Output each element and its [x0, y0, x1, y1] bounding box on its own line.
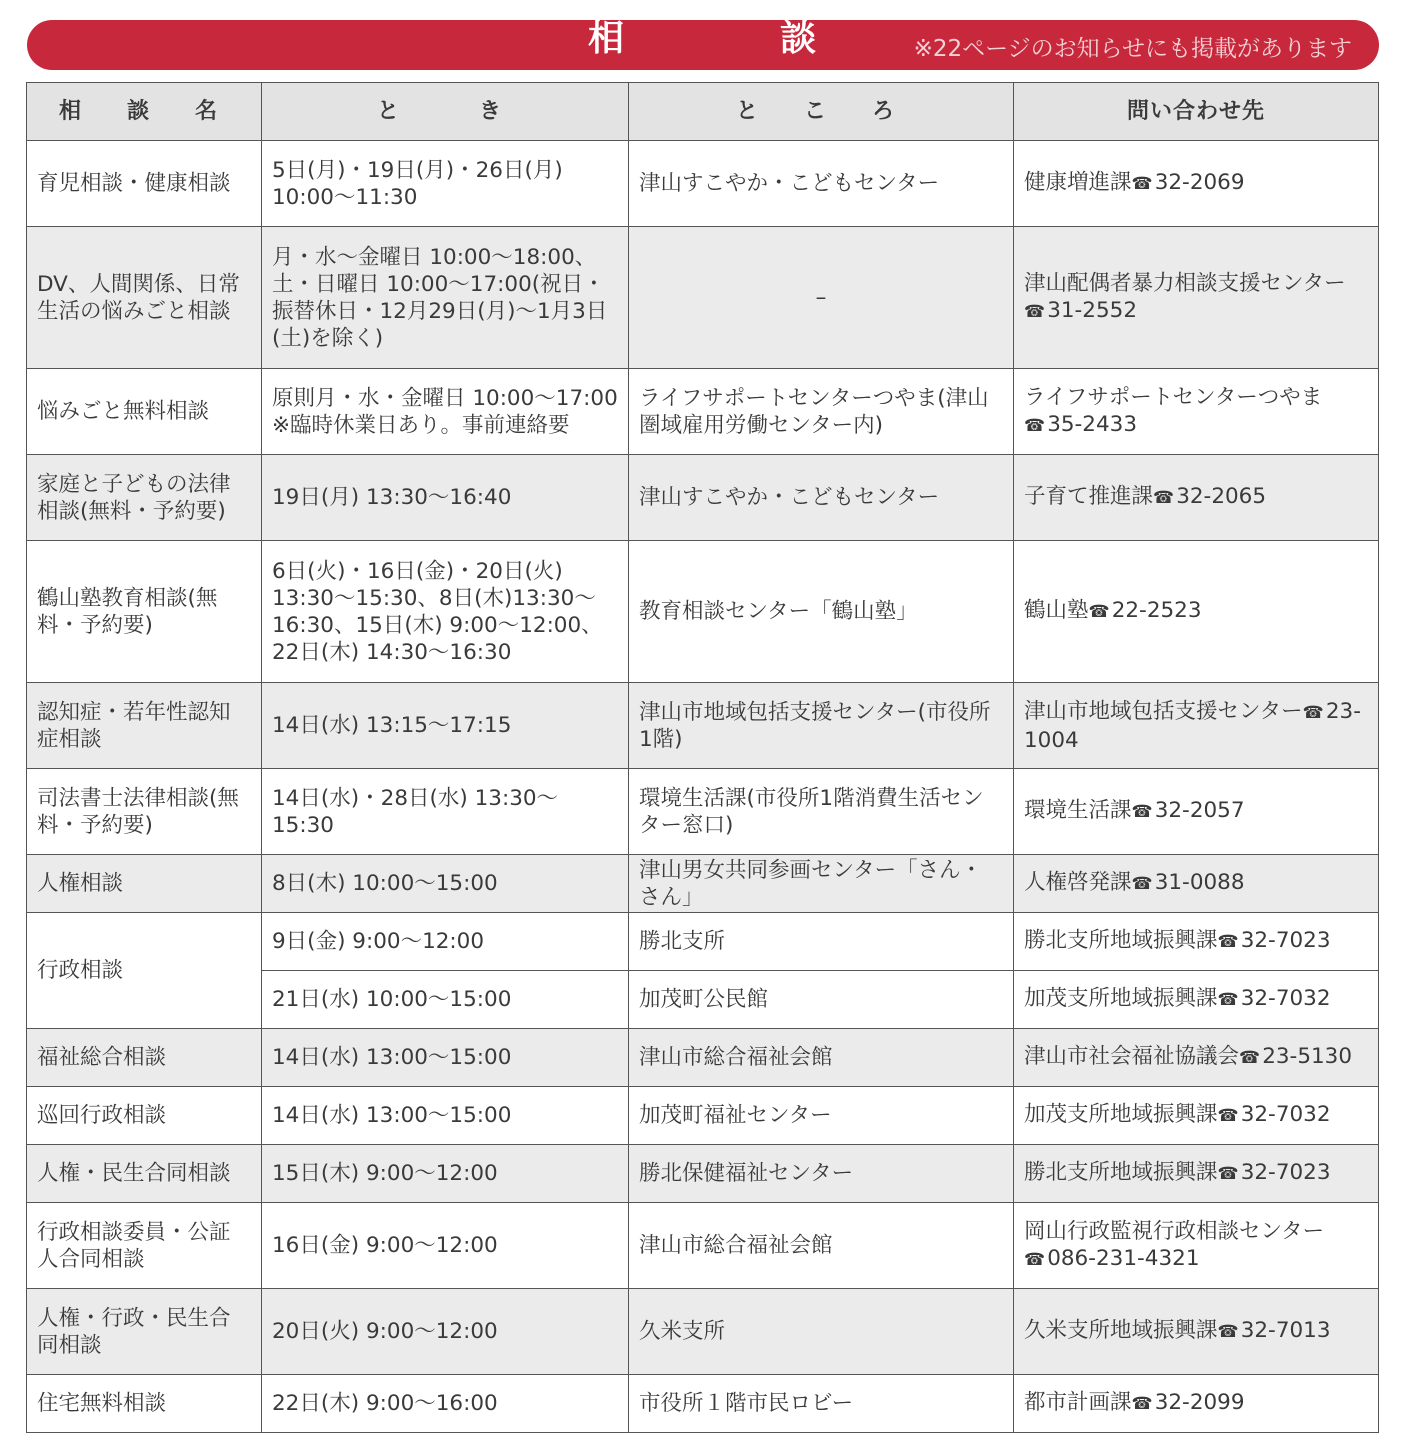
cell-contact — [1014, 1087, 1379, 1145]
phone-number: 31-0088 — [1154, 870, 1245, 895]
cell-time: 月・水〜金曜日 10:00〜18:00、土・日曜日 10:00〜17:00(祝日・振替休日・12月29日(月)〜1月3日(土)を除く) — [262, 227, 629, 369]
contact-name: 人権啓発課 — [1024, 870, 1132, 895]
cell-time: 19日(月) 13:30〜16:40 — [262, 455, 629, 541]
header-note: ※22ページのお知らせにも掲載があります — [913, 36, 1352, 62]
cell-place: 環境生活課(市役所1階消費生活センター窓口) — [629, 769, 1014, 855]
cell-time: 14日(水) 13:15〜17:15 — [262, 683, 629, 769]
contact-name: 鶴山塾 — [1024, 598, 1089, 623]
col-header-place: と こ ろ — [629, 83, 1014, 141]
phone-icon: ☎ — [1024, 1249, 1046, 1270]
cell-time: 5日(月)・19日(月)・26日(月) 10:00〜11:30 — [262, 141, 629, 227]
cell-contact — [1014, 1289, 1379, 1375]
phone-number: 32-7032 — [1240, 1102, 1331, 1127]
phone-number: 31-2552 — [1047, 297, 1138, 323]
cell-name: 福祉総合相談 — [27, 1029, 262, 1087]
phone-number: 32-2069 — [1154, 170, 1245, 195]
phone-icon: ☎ — [1024, 415, 1046, 436]
phone-number: 35-2433 — [1047, 411, 1138, 437]
cell-contact — [1014, 1203, 1379, 1289]
cell-name: 人権相談 — [27, 855, 262, 913]
cell-name: DV、人間関係、日常生活の悩みごと相談 — [27, 227, 262, 369]
contact-name: 健康増進課 — [1024, 170, 1132, 195]
phone-icon: ☎ — [1131, 874, 1153, 894]
cell-name: 鶴山塾教育相談(無料・予約要) — [27, 541, 262, 683]
cell-time: 6日(火)・16日(金)・20日(火) 13:30〜15:30、8日(木)13:30〜16:30、15日(木) 9:00〜12:00、22日(木) 14:30〜16:30 — [262, 541, 629, 683]
table-row — [27, 1087, 1379, 1145]
table-row — [27, 1145, 1379, 1203]
cell-time: 14日(水) 13:00〜15:00 — [262, 1029, 629, 1087]
phone-icon: ☎ — [1131, 174, 1153, 194]
contact-name: ライフサポートセンターつやま — [1024, 384, 1323, 410]
cell-name: 行政相談委員・公証人合同相談 — [27, 1203, 262, 1289]
cell-time: 20日(火) 9:00〜12:00 — [262, 1289, 629, 1375]
cell-contact — [1014, 683, 1379, 769]
contact-name: 岡山行政監視行政相談センター — [1024, 1218, 1325, 1244]
phone-number: 32-2057 — [1154, 798, 1245, 823]
phone-number: 32-7013 — [1240, 1318, 1331, 1343]
cell-time: 14日(水)・28日(水) 13:30〜15:30 — [262, 769, 629, 855]
cell-place: 勝北保健福祉センター — [629, 1145, 1014, 1203]
cell-contact — [1014, 369, 1379, 455]
phone-icon: ☎ — [1217, 1106, 1239, 1126]
cell-place: 市役所１階市民ロビー — [629, 1375, 1014, 1433]
col-header-name: 相 談 名 — [27, 83, 262, 141]
cell-time: 8日(木) 10:00〜15:00 — [262, 855, 629, 913]
cell-name: 人権・民生合同相談 — [27, 1145, 262, 1203]
cell-place: 久米支所 — [629, 1289, 1014, 1375]
cell-place: 津山男女共同参画センター「さん・さん」 — [629, 855, 1014, 913]
cell-contact — [1014, 855, 1379, 913]
contact-name: 加茂支所地域振興課 — [1024, 1102, 1218, 1127]
cell-contact — [1014, 1029, 1379, 1087]
table-row — [27, 1029, 1379, 1087]
cell-time: 原則月・水・金曜日 10:00〜17:00 ※臨時休業日あり。事前連絡要 — [262, 369, 629, 455]
cell-contact — [1014, 769, 1379, 855]
cell-contact — [1014, 541, 1379, 683]
consultation-table — [26, 82, 1379, 1433]
phone-number: 32-2065 — [1176, 484, 1267, 509]
table-row — [27, 913, 1379, 971]
cell-place: 津山すこやか・こどもセンター — [629, 141, 1014, 227]
cell-contact — [1014, 455, 1379, 541]
phone-number: 22-2523 — [1111, 598, 1202, 623]
cell-name: 悩みごと無料相談 — [27, 369, 262, 455]
table-row — [27, 227, 1379, 369]
cell-name: 認知症・若年性認知症相談 — [27, 683, 262, 769]
cell-time: 9日(金) 9:00〜12:00 — [262, 913, 629, 971]
cell-contact — [1014, 1375, 1379, 1433]
cell-place: 津山市総合福祉会館 — [629, 1203, 1014, 1289]
cell-time: 21日(水) 10:00〜15:00 — [262, 971, 629, 1029]
cell-place: ライフサポートセンターつやま(津山圏域雇用労働センター内) — [629, 369, 1014, 455]
phone-number: 32-7032 — [1240, 986, 1331, 1011]
cell-name: 人権・行政・民生合同相談 — [27, 1289, 262, 1375]
cell-time: 22日(木) 9:00〜16:00 — [262, 1375, 629, 1433]
contact-name: 勝北支所地域振興課 — [1024, 1160, 1218, 1185]
table-row — [27, 369, 1379, 455]
phone-icon: ☎ — [1131, 802, 1153, 822]
phone-icon: ☎ — [1153, 488, 1175, 508]
contact-name: 加茂支所地域振興課 — [1024, 986, 1218, 1011]
cell-place: – — [629, 227, 1014, 369]
contact-name: 津山市地域包括支援センター — [1024, 698, 1303, 724]
cell-name: 育児相談・健康相談 — [27, 141, 262, 227]
table-row — [27, 541, 1379, 683]
cell-name: 司法書士法律相談(無料・予約要) — [27, 769, 262, 855]
cell-name: 行政相談 — [27, 913, 262, 1029]
page-title: 相 談 — [587, 18, 876, 59]
phone-number: 086-231-4321 — [1047, 1245, 1200, 1271]
contact-name: 環境生活課 — [1024, 798, 1132, 823]
table-row — [27, 141, 1379, 227]
phone-icon: ☎ — [1217, 1322, 1239, 1342]
phone-icon: ☎ — [1088, 602, 1110, 622]
phone-icon: ☎ — [1024, 301, 1046, 322]
phone-number: 23-1004 — [1024, 698, 1361, 753]
contact-name: 津山市社会福祉協議会 — [1024, 1044, 1240, 1069]
contact-name: 久米支所地域振興課 — [1024, 1318, 1218, 1343]
table-header-row — [27, 83, 1379, 141]
phone-icon: ☎ — [1131, 1394, 1153, 1414]
cell-name: 巡回行政相談 — [27, 1087, 262, 1145]
col-header-contact: 問い合わせ先 — [1014, 83, 1379, 141]
table-row — [27, 855, 1379, 913]
contact-name: 都市計画課 — [1024, 1390, 1132, 1415]
col-header-time: と き — [262, 83, 629, 141]
table-row — [27, 683, 1379, 769]
cell-place: 津山市総合福祉会館 — [629, 1029, 1014, 1087]
phone-number: 32-7023 — [1240, 928, 1331, 953]
cell-contact — [1014, 913, 1379, 971]
cell-contact — [1014, 971, 1379, 1029]
cell-time: 14日(水) 13:00〜15:00 — [262, 1087, 629, 1145]
phone-number: 32-2099 — [1154, 1390, 1245, 1415]
table-row — [27, 1203, 1379, 1289]
cell-place: 教育相談センター「鶴山塾」 — [629, 541, 1014, 683]
cell-time: 16日(金) 9:00〜12:00 — [262, 1203, 629, 1289]
cell-place: 津山すこやか・こどもセンター — [629, 455, 1014, 541]
table-body — [27, 141, 1379, 1433]
cell-name: 住宅無料相談 — [27, 1375, 262, 1433]
contact-name: 勝北支所地域振興課 — [1024, 928, 1218, 953]
cell-place: 勝北支所 — [629, 913, 1014, 971]
phone-icon: ☎ — [1217, 932, 1239, 952]
cell-name: 家庭と子どもの法律相談(無料・予約要) — [27, 455, 262, 541]
phone-icon: ☎ — [1217, 1164, 1239, 1184]
cell-contact — [1014, 227, 1379, 369]
contact-name: 子育て推進課 — [1024, 484, 1154, 509]
phone-icon: ☎ — [1302, 702, 1324, 723]
table-row — [27, 1289, 1379, 1375]
table-row — [27, 455, 1379, 541]
table-row — [27, 769, 1379, 855]
cell-contact — [1014, 1145, 1379, 1203]
cell-place: 加茂町福祉センター — [629, 1087, 1014, 1145]
cell-place: 津山市地域包括支援センター(市役所1階) — [629, 683, 1014, 769]
phone-icon: ☎ — [1217, 990, 1239, 1010]
cell-contact — [1014, 141, 1379, 227]
contact-name: 津山配偶者暴力相談支援センター — [1024, 270, 1346, 296]
table-row — [27, 1375, 1379, 1433]
phone-icon: ☎ — [1239, 1048, 1261, 1068]
cell-place: 加茂町公民館 — [629, 971, 1014, 1029]
phone-number: 32-7023 — [1240, 1160, 1331, 1185]
phone-number: 23-5130 — [1262, 1044, 1353, 1069]
cell-time: 15日(木) 9:00〜12:00 — [262, 1145, 629, 1203]
